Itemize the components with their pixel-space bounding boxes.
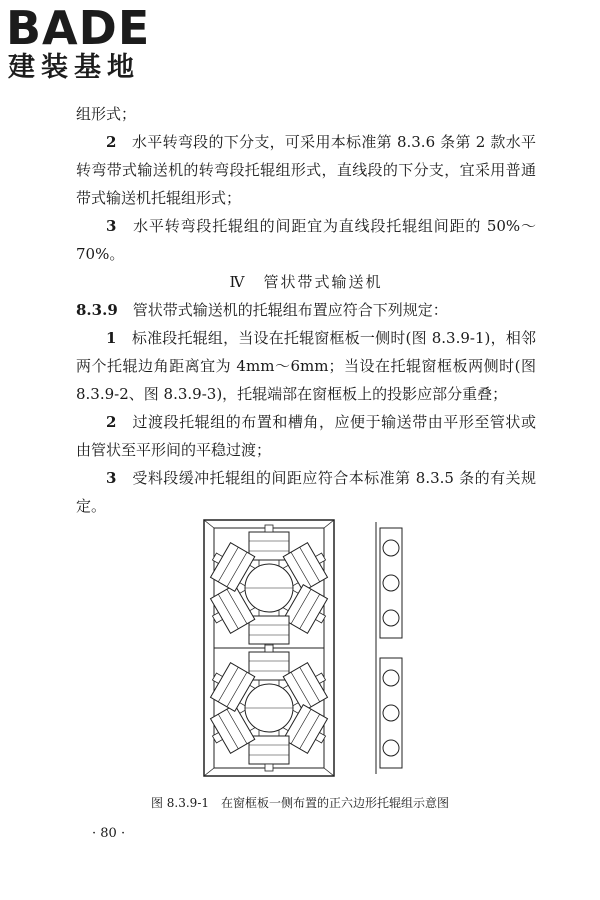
item-number: 3 — [106, 217, 117, 235]
item-text: 受料段缓冲托辊组的间距应符合本标准第 8.3.5 条的有关规定。 — [76, 469, 536, 515]
logo-subtitle: 建装基地 — [8, 52, 140, 83]
item-3 — [76, 212, 536, 268]
item-text: 水平转弯段托辊组的间距宜为直线段托辊组间距的 50%～70%。 — [76, 217, 536, 263]
item-text: 过渡段托辊组的布置和槽角，应便于输送带由平形至管状或由管状至平形间的平稳过渡； — [76, 413, 536, 459]
page-body — [76, 100, 536, 520]
clause-8-3-9 — [76, 296, 536, 324]
side-view — [376, 522, 402, 774]
paragraph-continued: 组形式； — [76, 105, 137, 123]
item-number: 1 — [106, 329, 117, 347]
page-number: · 80 · — [92, 826, 126, 841]
figure-caption: 图 8.3.9-1 在窗框板一侧布置的正六边形托辊组示意图 — [150, 796, 450, 810]
item-number: 2 — [106, 133, 117, 151]
idler-arrangement-figure — [200, 518, 420, 780]
item-2 — [76, 128, 536, 212]
clause-item-1 — [76, 324, 536, 408]
front-view — [204, 520, 334, 776]
logo-wordmark: BADE — [6, 1, 151, 55]
item-number: 2 — [106, 413, 117, 431]
clause-item-3 — [76, 464, 536, 520]
clause-item-2 — [76, 408, 536, 464]
clause-text: 管状带式输送机的托辊组布置应符合下列规定： — [132, 301, 448, 319]
section-heading: Ⅳ 管状带式输送机 — [229, 273, 383, 291]
item-text: 标准段托辊组，当设在托辊窗框板一侧时(图 8.3.9-1)，相邻两个托辊边角距离宜为 4mm～6mm；当设在托辊窗框板两侧时(图 8.3.9-2、图 8.3.9-3)，托辊端部在窗框板上的投影应部分重叠； — [76, 329, 536, 403]
item-text: 水平转弯段的下分支，可采用本标准第 8.3.6 条第 2 款水平转弯带式输送机的转弯段托辊组形式，直线段的下分支，宜采用普通带式输送机托辊组形式； — [76, 133, 536, 207]
item-number: 3 — [106, 469, 117, 487]
bade-logo — [6, 1, 176, 90]
clause-number: 8.3.9 — [76, 301, 118, 319]
